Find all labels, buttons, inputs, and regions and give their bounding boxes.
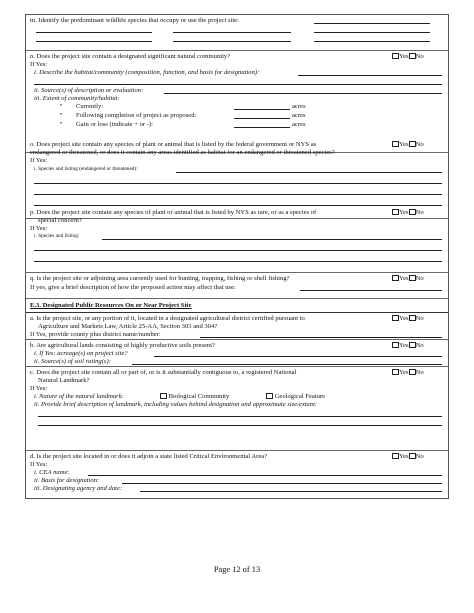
bullet: • — [60, 103, 63, 109]
no-checkbox[interactable] — [409, 53, 416, 59]
source-line[interactable] — [164, 93, 442, 94]
no-checkbox[interactable] — [409, 315, 416, 321]
if-yes-label: If Yes: — [30, 61, 48, 68]
species-line-3[interactable] — [34, 194, 442, 195]
acreage-line[interactable] — [154, 356, 442, 357]
species-line-1[interactable] — [176, 172, 442, 173]
yes-no-o: Yes No — [392, 141, 424, 148]
wildlife-line-4[interactable] — [314, 32, 430, 33]
section-q — [26, 273, 448, 299]
question-e3-a-line-2: Agriculture and Markets Law, Article 25-AA, Section 303 and 304? — [38, 323, 218, 330]
question-m: m. Identify the predominant wildlife species that occupy or use the project site: — [30, 17, 239, 24]
yes-checkbox[interactable] — [392, 315, 399, 321]
yes-checkbox[interactable] — [392, 209, 399, 215]
yes-checkbox[interactable] — [392, 275, 399, 281]
species-line-2[interactable] — [34, 183, 442, 184]
county-district-line[interactable] — [200, 337, 442, 338]
section-p — [26, 207, 448, 273]
no-checkbox[interactable] — [409, 209, 416, 215]
following-label: Following completion of project as proposed: — [76, 112, 197, 119]
wildlife-line-6[interactable] — [173, 41, 291, 42]
yes-no-n: Yes No — [392, 53, 424, 60]
currently-label: Currently: — [76, 103, 104, 110]
acres-label: acres — [292, 112, 306, 119]
biological-community-option[interactable]: Biological Community — [160, 393, 229, 401]
agency-date-label: iii. Designating agency and date: — [34, 485, 123, 492]
wildlife-line-2[interactable] — [36, 32, 152, 33]
no-checkbox[interactable] — [409, 369, 416, 375]
yes-no-q: Yes No — [392, 275, 424, 282]
section-e3-b — [26, 340, 448, 367]
landmark-description-line-1[interactable] — [38, 416, 442, 417]
acres-label: acres — [292, 121, 306, 128]
source-label: ii. Source(s) of description or evaluation: — [34, 87, 144, 94]
biological-community-checkbox[interactable] — [160, 393, 167, 399]
question-o-line-2: endangered or threatened, or does it contain any areas identified as habitat for an endangered or threatened species? — [30, 149, 335, 156]
no-checkbox[interactable] — [409, 453, 416, 459]
geological-feature-checkbox[interactable] — [266, 393, 273, 399]
if-yes-label: If Yes: — [30, 157, 48, 164]
yes-no-p: Yes No — [392, 209, 424, 216]
section-n — [26, 51, 448, 153]
cea-name-label: i. CEA name: — [34, 469, 70, 476]
wildlife-line-3[interactable] — [173, 32, 291, 33]
soil-rating-line[interactable] — [132, 364, 442, 365]
no-checkbox[interactable] — [409, 342, 416, 348]
if-yes-label: If Yes: — [30, 461, 48, 468]
species-line-2[interactable] — [34, 250, 442, 251]
if-yes-label: If yes, give a brief description of how the proposed action may affect that use: — [30, 284, 236, 291]
following-line[interactable] — [234, 118, 290, 119]
acreage-label: i. If Yes: acreage(s) on project site? — [34, 350, 128, 357]
no-checkbox[interactable] — [409, 141, 416, 147]
yes-checkbox[interactable] — [392, 369, 399, 375]
habitat-line-2[interactable] — [34, 84, 442, 85]
county-district-label: If Yes, provide county plus district name/number: — [30, 331, 161, 338]
question-q: q. Is the project site or adjoining area currently used for hunting, trapping, fishing or shell fishing? — [30, 275, 290, 282]
question-p-line-2: special concern? — [38, 217, 82, 224]
species-line-4[interactable] — [34, 205, 442, 206]
yes-checkbox[interactable] — [392, 141, 399, 147]
describe-habitat-label: i. Describe the habitat/community (composition, function, and basis for designation): — [34, 69, 260, 76]
question-o-line-1: o. Does project site contain any species of plant or animal that is listed by the federal government or NYS as — [30, 141, 317, 148]
landmark-description-line-2[interactable] — [38, 425, 442, 426]
yes-checkbox[interactable] — [392, 453, 399, 459]
wildlife-line-5[interactable] — [36, 41, 152, 42]
landmark-nature-label: i. Nature of the natural landmark: — [34, 393, 124, 400]
yes-checkbox[interactable] — [392, 53, 399, 59]
page-number: Page 12 of 13 — [213, 565, 261, 574]
wildlife-line-7[interactable] — [314, 41, 430, 42]
habitat-line-1[interactable] — [298, 75, 442, 76]
gain-label: Gain or loss (indicate + or -): — [76, 121, 153, 128]
no-checkbox[interactable] — [409, 275, 416, 281]
basis-line[interactable] — [122, 483, 442, 484]
bullet: • — [60, 121, 63, 127]
agency-date-line[interactable] — [140, 491, 442, 492]
yes-no-e3-a: Yes No — [392, 315, 424, 322]
yes-no-e3-b: Yes No — [392, 342, 424, 349]
wildlife-line-1[interactable] — [314, 23, 430, 24]
form-page — [25, 14, 449, 499]
section-m — [26, 15, 448, 51]
gain-line[interactable] — [234, 127, 290, 128]
question-e3-c-line-2: Natural Landmark? — [38, 377, 90, 384]
yes-no-e3-c: Yes No — [392, 369, 424, 376]
section-e3-a — [26, 313, 448, 340]
e3-title: E.3. Designated Public Resources On or Near Project Site — [30, 302, 192, 309]
if-yes-label: If Yes: — [30, 385, 48, 392]
hunting-effect-line[interactable] — [300, 290, 442, 291]
geological-feature-option[interactable]: Geological Feature — [266, 393, 325, 401]
question-e3-a-line-1: a. Is the project site, or any portion of it, located in a designated agricultural district certified pursuant to — [30, 315, 305, 322]
extent-label: iii. Extent of community/habitat: — [34, 95, 120, 102]
question-e3-d: d. Is the project site located in or does it adjoin a state listed Critical Environmental Area? — [30, 453, 268, 460]
question-e3-c-line-1: c. Does the project site contain all or part of, or is it substantially contiguous to, a registered National — [30, 369, 297, 376]
species-listing-label: i. Species and listing (endangered or threatened): — [34, 166, 138, 172]
question-p-line-1: p. Does the project site contain any species of plant or animal that is listed by NYS as rare, or as a species of — [30, 209, 317, 216]
yes-checkbox[interactable] — [392, 342, 399, 348]
question-e3-b: b. Are agricultural lands consisting of highly productive soils present? — [30, 342, 215, 349]
basis-label: ii. Basis for designation: — [34, 477, 100, 484]
bullet: • — [60, 112, 63, 118]
cea-name-line[interactable] — [88, 475, 442, 476]
if-yes-label: If Yes: — [30, 225, 48, 232]
species-listing-label: i. Species and listing: — [34, 233, 80, 239]
landmark-description-label: ii. Provide brief description of landmark, including values behind designation and approximate size/extent: — [34, 401, 317, 408]
soil-rating-label: ii. Source(s) of soil rating(s): — [34, 358, 111, 365]
species-line-1[interactable] — [102, 239, 442, 240]
yes-no-e3-d: Yes No — [392, 453, 424, 460]
section-e3-c — [26, 367, 448, 451]
species-line-3[interactable] — [34, 261, 442, 262]
question-n: n. Does the project site contain a designated significant natural community? — [30, 53, 231, 60]
currently-line[interactable] — [234, 109, 290, 110]
section-e3-header — [26, 299, 448, 313]
acres-label: acres — [292, 103, 306, 110]
section-e3-d — [26, 451, 448, 500]
